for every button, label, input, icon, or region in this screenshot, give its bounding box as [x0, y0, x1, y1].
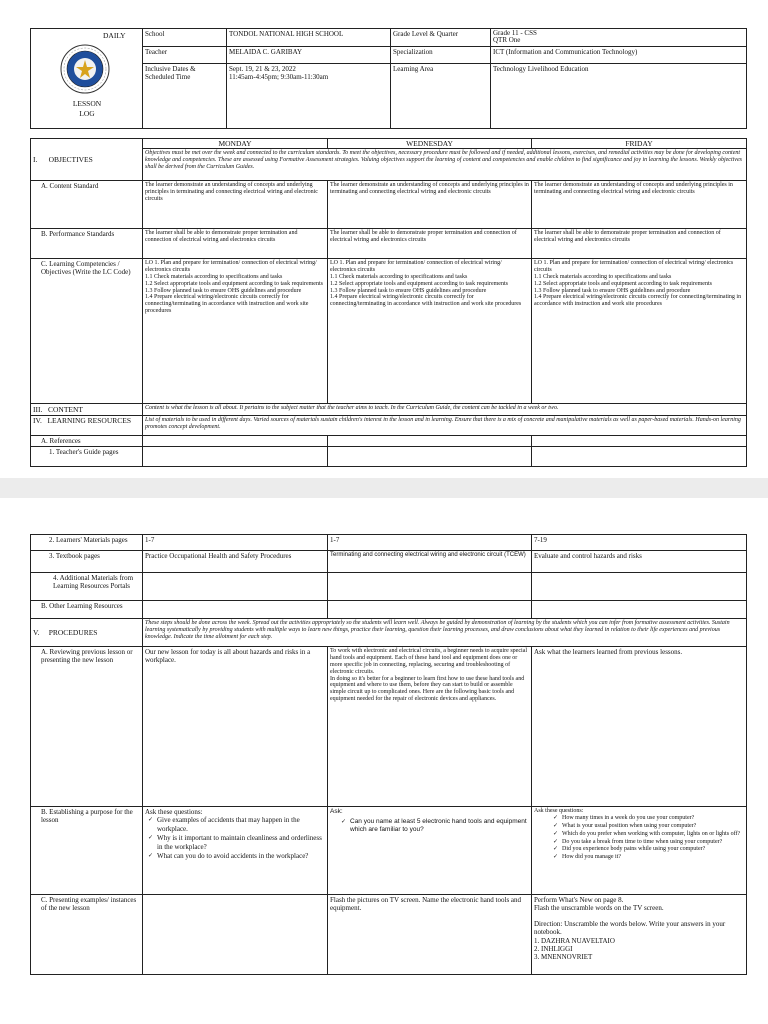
main-table-page2 — [30, 534, 747, 975]
competency-lo1: LO 1. Plan and prepare for termination/ connection of electrical wiring/ electronics circuits — [145, 260, 317, 273]
learning-resources-label: IV. LEARNING RESOURCES — [31, 416, 143, 436]
competency-1-2: 1.2 Select appropriate tools and equipment according to task requirements — [145, 280, 323, 287]
presenting-mon — [143, 895, 328, 975]
presenting-fri-line: 2. INHLIGGI — [534, 944, 573, 953]
main-table-page1 — [30, 138, 747, 467]
learners-materials-wed: 1-7 — [328, 535, 532, 551]
presenting-fri-line: 3. MNENNOVRIET — [534, 953, 593, 962]
purpose-wed — [328, 807, 532, 895]
competency-1-3: 1.3 Follow planned task to ensure OHS guidelines and procedure — [330, 287, 487, 294]
teachers-guide-label: 1. Teacher's Guide pages — [31, 447, 143, 467]
other-resources-wed — [328, 601, 532, 619]
competency-1-2: 1.2 Select appropriate tools and equipment according to task requirements — [534, 280, 712, 287]
competencies-label: C. Learning Competencies / Objectives (Write the LC Code) — [31, 259, 143, 404]
competencies-mon — [143, 259, 328, 404]
specialization-label: Specialization — [391, 46, 491, 63]
performance-standards-label: B. Performance Standards — [31, 229, 143, 259]
presenting-fri-spacer — [534, 913, 744, 920]
grade-value: Grade 11 - CSS QTR One — [491, 29, 747, 47]
grade-label: Grade Level & Quarter — [391, 29, 491, 47]
textbook-wed: Terminating and connecting electrical wiring and electronic circuit (TCEW) — [328, 551, 532, 573]
competency-1-1: 1.1 Check materials according to specifications and tasks — [330, 273, 468, 280]
logo-cell — [31, 29, 143, 129]
purpose-label: B. Establishing a purpose for the lesson — [31, 807, 143, 895]
page-two — [0, 498, 768, 1024]
list-item: ✓ Which do you prefer when working with computer, lights on or lights off? — [562, 831, 744, 838]
list-item: ✓ Why is it important to maintain cleanliness and orderliness in the workplace? — [157, 834, 325, 851]
learning-resources-note: List of materials to be used in different days. Varied sources of materials sustain children's interest in the lesson and in learning. Ensure that there is a mix of concrete and manipulative materials as well as paper-based materials. Hands-on learning promotes concept development. — [143, 416, 747, 436]
purpose-mon-intro: Ask these questions: — [145, 808, 203, 816]
learners-materials-mon: 1-7 — [143, 535, 328, 551]
content-note: Content is what the lesson is all about. It pertains to the subject matter that the teacher aims to teach. In the Curriculum Guide, the content can be tackled in a week or two. — [143, 404, 747, 416]
competencies-wed — [328, 259, 532, 404]
day-wednesday: WEDNESDAY — [328, 139, 532, 149]
purpose-fri — [532, 807, 747, 895]
list-item: ✓ Do you take a break from time to time when using your computer? — [562, 839, 744, 846]
lesson-log-label: LESSON LOG — [72, 99, 102, 118]
additional-materials-label: 4. Additional Materials from Learning Resources Portals — [31, 573, 143, 601]
learning-area-label: Learning Area — [391, 63, 491, 128]
day-friday: FRIDAY — [532, 139, 747, 149]
school-value: TONDOL NATIONAL HIGH SCHOOL — [227, 29, 391, 47]
reviewing-fri: Ask what the learners learned from previous lessons. — [532, 647, 747, 807]
presenting-wed: Flash the pictures on TV screen. Name the electronic hand tools and equipment. — [328, 895, 532, 975]
competency-lo1: LO 1. Plan and prepare for termination/ connection of electrical wiring/ electronics circuits — [330, 260, 502, 273]
list-item: ✓ What can you do to avoid accidents in the workplace? — [157, 852, 325, 860]
learners-materials-label: 2. Learners' Materials pages — [31, 535, 143, 551]
daily-label: DAILY — [103, 31, 126, 40]
presenting-label: C. Presenting examples/ instances of the new lesson — [31, 895, 143, 975]
competency-1-1: 1.1 Check materials according to specifications and tasks — [145, 273, 283, 280]
reviewing-label: A. Reviewing previous lesson or presenting the new lesson — [31, 647, 143, 807]
performance-fri: The learner shall be able to demonstrate proper termination and connection of electrical wiring and electronics circuits — [532, 229, 747, 259]
purpose-wed-intro: Ask: — [330, 808, 343, 815]
other-resources-fri — [532, 601, 747, 619]
textbook-label: 3. Textbook pages — [31, 551, 143, 573]
objectives-label: I. OBJECTIVES — [31, 139, 143, 181]
teachers-guide-mon — [143, 447, 328, 467]
textbook-fri: Evaluate and control hazards and risks — [532, 551, 747, 573]
purpose-wed-list — [330, 818, 529, 834]
references-wed — [328, 436, 532, 447]
teachers-guide-fri — [532, 447, 747, 467]
other-resources-label: B. Other Learning Resources — [31, 601, 143, 619]
content-standard-wed: The learner demonstrate an understanding of concepts and underlying principles in terminating and connecting electrical wiring and electronic circuits — [328, 181, 532, 229]
procedures-note: These steps should be done across the week. Spread out the activities appropriately so the students will learn well. Always be guided by demonstration of learning by the students which you can infer from formative assessment activities. Sustain learning systematically by providing students with multiple ways to learn new things, practice their learning, question their learning processes, and draw conclusions about what they learned in relation to their life experiences and previous knowledge. Indicate the time allotment for each step. — [143, 619, 747, 647]
specialization-value: ICT (Information and Communication Technology) — [491, 46, 747, 63]
references-mon — [143, 436, 328, 447]
presenting-fri-line: Direction: Unscramble the words below. Write your answers in your notebook. — [534, 919, 726, 937]
procedures-label: V. PROCEDURES — [31, 619, 143, 647]
deped-seal-icon — [59, 43, 111, 95]
dates-label: Inclusive Dates & Scheduled Time — [143, 63, 227, 128]
header-table — [30, 28, 747, 129]
purpose-fri-intro: Ask these questions: — [534, 808, 584, 814]
additional-fri — [532, 573, 747, 601]
references-fri — [532, 436, 747, 447]
content-label: III. CONTENT — [31, 404, 143, 416]
other-resources-mon — [143, 601, 328, 619]
teacher-label: Teacher — [143, 46, 227, 63]
additional-mon — [143, 573, 328, 601]
teachers-guide-wed — [328, 447, 532, 467]
list-item: ✓ How many times in a week do you use your computer? — [562, 815, 744, 822]
presenting-fri-line: Perform What's New on page 8. — [534, 896, 624, 904]
list-item: ✓ Can you name at least 5 electronic hand tools and equipment which are familiar to you? — [350, 818, 529, 834]
school-label: School — [143, 29, 227, 47]
list-item: ✓ How did you manage it? — [562, 854, 744, 861]
learners-materials-fri: 7-19 — [532, 535, 747, 551]
purpose-mon-list — [145, 816, 325, 860]
content-standard-label: A. Content Standard — [31, 181, 143, 229]
teacher-value: MELAIDA C. GARIBAY — [227, 46, 391, 63]
competency-1-3: 1.3 Follow planned task to ensure OHS guidelines and procedure — [145, 287, 302, 294]
page-one — [0, 0, 768, 478]
learning-area-value: Technology Livelihood Education — [491, 63, 747, 128]
competency-1-4: 1.4 Prepare electrical wiring/electronic circuits correctly for connecting/terminating in accordance with instruction and work site procedures — [330, 294, 522, 308]
competency-1-4: 1.4 Prepare electrical wiring/electronic circuits correctly for connecting/terminating in accordance with instruction and work site procedures — [145, 294, 309, 315]
content-standard-fri: The learner demonstrate an understanding of concepts and underlying principles in terminating and connecting electrical wiring and electronic circuits — [532, 181, 747, 229]
purpose-mon — [143, 807, 328, 895]
dates-value: Sept. 19, 21 & 23, 2022 11:45am-4:45pm; 9:30am-11:30am — [227, 63, 391, 128]
references-label: A. References — [31, 436, 143, 447]
reviewing-wed: To work with electronic and electrical circuits, a beginner needs to acquire special hand tools and equipment. Each of these hand tool and equipment does one or more specific job in connecting, replacing, securing and troubleshooting of electronic circuits. In doing so it's better for a beginner to learn first how to use these hand tools and equipment and where to use them, before they can start to build or assemble simple circuit up to complicated ones. Here are the following basic tools and equipment needed for the repair of electronic devices and appliances. — [328, 647, 532, 807]
content-standard-mon: The learner demonstrate an understanding of concepts and underlying principles in terminating and connecting electrical wiring and electronic circuits — [143, 181, 328, 229]
presenting-fri-line: Flash the unscramble words on the TV screen. — [534, 904, 664, 913]
competency-lo1: LO 1. Plan and prepare for termination/ connection of electrical wiring/ electronics circuits — [534, 260, 734, 273]
presenting-fri-line: 1. DAZHRA NUAVELTAIO — [534, 936, 615, 945]
additional-wed — [328, 573, 532, 601]
reviewing-mon: Our new lesson for today is all about hazards and risks in a workplace. — [143, 647, 328, 807]
objectives-note: Objectives must be met over the week and connected to the curriculum standards. To meet the objectives, necessary procedure must be followed and if needed, additional lessons, exercises, and remedial activities may be done for developing content knowledge and competencies. These are assessed using Formative Assessment strategies. Valuing objectives support the learning of content and competencies and enable children to find significance and joy in learning the lessons. Weekly objectives shall be derived from the Curriculum Guides. — [143, 149, 747, 181]
competency-1-2: 1.2 Select appropriate tools and equipment according to task requirements — [330, 280, 508, 287]
textbook-mon: Practice Occupational Health and Safety Procedures — [143, 551, 328, 573]
purpose-fri-list — [534, 815, 744, 861]
competency-1-3: 1.3 Follow planned task to ensure OHS guidelines and procedure — [534, 287, 691, 294]
performance-mon: The learner shall be able to demonstrate proper termination and connection of electrical wiring and electronics circuits — [143, 229, 328, 259]
competency-1-4: 1.4 Prepare electrical wiring/electronic circuits correctly for connecting/terminating in accordance with instruction and work site procedures — [534, 294, 742, 308]
competencies-fri — [532, 259, 747, 404]
list-item: ✓ Give examples of accidents that may happen in the workplace. — [157, 816, 325, 833]
day-monday: MONDAY — [143, 139, 328, 149]
competency-1-1: 1.1 Check materials according to specifications and tasks — [534, 273, 672, 280]
presenting-fri — [532, 895, 747, 975]
list-item: ✓ Did you experience body pains while using your computer? — [562, 846, 744, 853]
list-item: ✓ What is your usual position when using your computer? — [562, 823, 744, 830]
performance-wed: The learner shall be able to demonstrate proper termination and connection of electrical wiring and electronics circuits — [328, 229, 532, 259]
